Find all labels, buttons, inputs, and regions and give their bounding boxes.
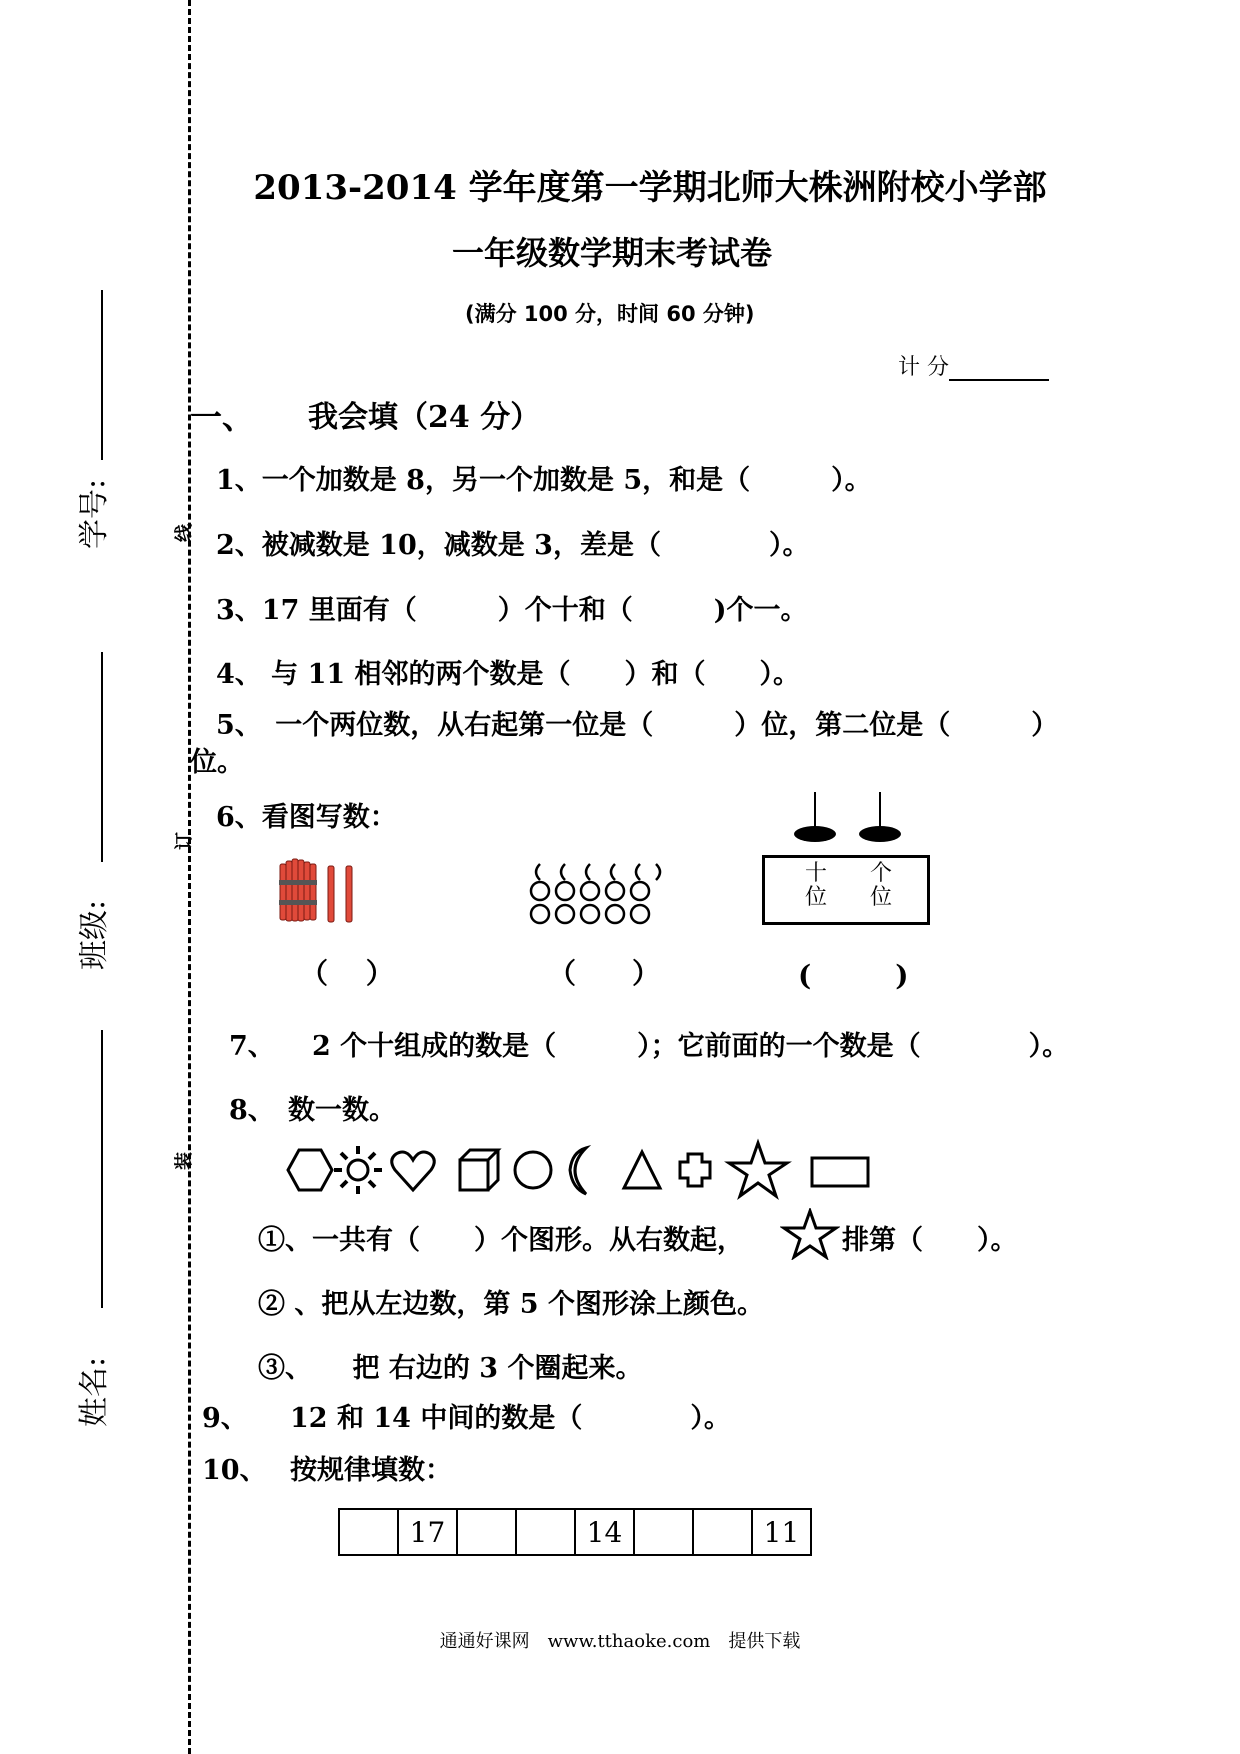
question-7: 2 个十组成的数是（ ）；它前面的一个数是（ ）。 [312, 1031, 1070, 1062]
question-6: 6、看图写数： [216, 802, 397, 833]
q6-answer-abacus: ( ) [798, 959, 909, 992]
abacus-bead-tens [794, 826, 836, 842]
class-label: 班级: [77, 899, 113, 971]
question-1: 1、一个加数是 8，另一个加数是 5，和是（ ）。 [216, 465, 872, 496]
sequence-cell[interactable] [457, 1509, 516, 1555]
sequence-cell[interactable] [693, 1509, 752, 1555]
sequence-cell: 14 [575, 1509, 634, 1555]
sequence-cell[interactable] [516, 1509, 575, 1555]
cross-icon [680, 1154, 710, 1186]
question-8-2: ② 、把从左边数，第 5 个图形涂上颜色。 [258, 1289, 764, 1320]
crescent-icon [570, 1148, 586, 1194]
q6-answer-sticks: （ ） [300, 957, 394, 990]
binding-char-zhuang: 装 [174, 1152, 195, 1170]
question-2: 2、被减数是 10，减数是 3，差是（ ）。 [216, 530, 810, 561]
star-icon [729, 1143, 787, 1196]
name-fill-line [101, 1030, 103, 1308]
name-label: 姓名: [77, 1356, 113, 1428]
sequence-cell[interactable] [634, 1509, 693, 1555]
question-9: 12 和 14 中间的数是（ ）。 [290, 1403, 731, 1434]
question-4: 4、 与 11 相邻的两个数是（ ）和（ ）。 [216, 659, 801, 690]
abacus-frame [762, 855, 930, 925]
sun-icon [334, 1146, 382, 1194]
sequence-cell: 17 [398, 1509, 457, 1555]
sequence-table [338, 1508, 812, 1556]
question-8-1a: ①、一共有（ ）个图形。从右数起， [258, 1225, 744, 1256]
exam-title-line1: 2013-2014 学年度第一学期北师大株洲附校小学部 [253, 168, 1047, 208]
question-10: 按规律填数： [290, 1455, 452, 1486]
score-blank [949, 357, 1049, 381]
triangle-icon [624, 1152, 660, 1188]
question-5-line2: 位。 [190, 747, 244, 778]
question-5-line1: 5、 一个两位数，从右起第一位是（ ）位，第二位是（ ） [216, 710, 1059, 741]
q6-answer-beads: （ ） [548, 957, 661, 990]
section-number: 一、 [190, 398, 255, 436]
binding-dashed-line [188, 0, 191, 1754]
question-10-number: 10、 [202, 1455, 267, 1486]
beads-image [528, 858, 668, 928]
question-8-3: ③、 把 右边的 3 个圈起来。 [258, 1353, 643, 1384]
exam-subtitle: (满分 100 分，时间 60 分钟) [465, 302, 755, 326]
abacus-rod-tens [814, 792, 816, 828]
abacus-rod-ones [879, 792, 881, 828]
abacus-bead-ones [859, 826, 901, 842]
star-icon [780, 1208, 840, 1260]
question-8-number: 8、 [229, 1095, 275, 1126]
binding-char-ding: 订 [174, 832, 195, 850]
hexagon-icon [288, 1150, 332, 1190]
question-8: 数一数。 [288, 1095, 396, 1126]
student-id-fill-line [101, 290, 103, 460]
rectangle-icon [812, 1158, 868, 1186]
footer-text: 通通好课网 www.tthaoke.com 提供下载 [439, 1631, 801, 1652]
abacus-label-tens: 十 位 [804, 861, 827, 910]
binding-char-line: 线 [174, 524, 195, 542]
exam-title-line2: 一年级数学期末考试卷 [452, 234, 773, 272]
sticks-bundle-image [276, 858, 366, 924]
heart-icon [392, 1152, 435, 1190]
class-fill-line [101, 652, 103, 862]
question-7-number: 7、 [229, 1031, 275, 1062]
question-3: 3、17 里面有（ ）个十和（ )个一。 [216, 595, 808, 626]
abacus-label-ones: 个 位 [869, 861, 892, 910]
score-field [898, 350, 1049, 381]
student-id-label: 学号: [77, 478, 113, 550]
shapes-row [268, 1138, 888, 1202]
section-title: 我会填（24 分） [308, 400, 541, 435]
cube-icon [460, 1150, 498, 1190]
sequence-cell[interactable] [339, 1509, 398, 1555]
question-9-number: 9、 [202, 1403, 248, 1434]
circle-icon [515, 1152, 551, 1188]
question-8-1b: 排第（ ）。 [842, 1225, 1018, 1256]
score-label: 计 分 [898, 355, 949, 380]
sequence-cell: 11 [752, 1509, 811, 1555]
